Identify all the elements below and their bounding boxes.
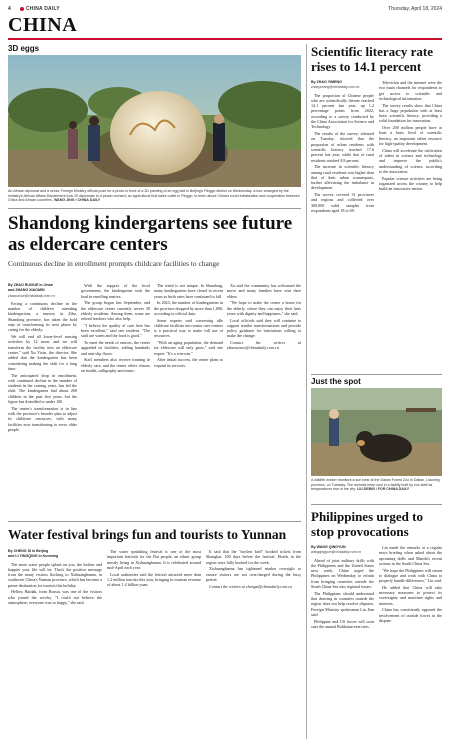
logo-dot-icon bbox=[20, 7, 24, 11]
literacy-email: zhaoyimeng@chinadaily.com.cn bbox=[311, 85, 360, 90]
kindergarten-col-1 bbox=[8, 283, 77, 513]
kindergarten-deck: Continuous decline in enrollment prompts childcare facilities to change bbox=[8, 259, 220, 268]
paragraph: "We hope the Philippines will return to dialogue and work with China to properly handle differences," Lin said. bbox=[379, 567, 442, 584]
paragraph: The survey covered 31 provinces and regions and collected over 300,000 valid samples from respondents aged 18 to 69. bbox=[311, 192, 374, 213]
philippines-email: wangqingyun@chinadaily.com.cn bbox=[311, 550, 362, 555]
paragraph: Popular science activities are being organized across the country to help build an innovative nation. bbox=[379, 175, 442, 192]
sun-bear-caption bbox=[311, 478, 442, 492]
literacy-byline: By ZHAO YIMENG bbox=[311, 80, 342, 84]
sun-bear-photo bbox=[311, 388, 442, 476]
kindergarten-col-3 bbox=[154, 283, 223, 513]
byline-email: zhaoruixue@chinadaily.com.cn bbox=[8, 293, 55, 298]
paragraph: China has consistently opposed the involvement of outside forces in the dispute. bbox=[379, 607, 442, 624]
eggs-caption-text: An African diplomat and a senior Foreign Ministry official pose for a photo in front of a 3D painting of an egg laid in Beijing's Pinggu district on Wednesday. A tour arranged by the ministry's African Affairs Department took 20 diplomats to a peach orchard, an agricultural fruit sales outlet in Pinggu, to learn about China's rural revitalization and cooperation between China and African countries. bbox=[8, 189, 300, 202]
kindergarten-col-2 bbox=[81, 283, 150, 513]
paragraph: The proportion of Chinese people who are scientifically literate reached 14.1 percent last year, up 1.2 percentage points from 2022, according to a survey conducted by the China Association for Science and Technology. bbox=[311, 92, 374, 130]
paragraph: With the support of the local government, the kindergarten took the lead in enrolling seniors. bbox=[81, 283, 150, 299]
photo-kicker-eggs: 3D eggs bbox=[8, 44, 40, 53]
paragraph: To meet the needs of seniors, the center upgraded its facilities, adding handrails and anti-slip floors. bbox=[81, 340, 150, 356]
paragraph: China will accelerate the cultivation of talent in science and technology and improve the public's understanding of science, according to the association. bbox=[379, 147, 442, 174]
paragraph: The more water people splash on you, the luckier and happier your life will be. That's the positive message from the many visitors flocking to Xishuangbanna, in southwest China's Yunnan province, which has become a prime destination for tourists this holiday. bbox=[8, 561, 102, 588]
photo-kicker-sun: Just the spot bbox=[311, 377, 361, 386]
paragraph: We will end all lower-level nursing activities by 12 noon, and we will transform the facility into an eldercare center," said Xu Yixin, the director. She added that the kindergarten has been considering making the shift for a long time. bbox=[8, 334, 77, 371]
issue-date: Thursday, April 18, 2024 bbox=[388, 6, 442, 12]
sun-photo-credit: LIU DEBIN / FOR CHINA DAILY bbox=[356, 487, 410, 491]
paragraph: Contact the writers at zhaoruixue@chinadaily.com.cn bbox=[227, 340, 301, 351]
paragraph: Xishuangbanna has tightened market oversight to ensure visitors are not overcharged during the busy period. bbox=[206, 566, 301, 582]
sun-caption-text: A wildlife worker monitors a sun bear at the Dalian Forest Zoo in Dalian, Liaoning province, on Tuesday. The animals keep cool in a facility built by zoo staff as temperatures rise in the city. bbox=[311, 478, 440, 491]
paragraph: Philippine and US forces will soon start the annual Balikatan exercises. bbox=[311, 618, 374, 629]
philippines-col-2 bbox=[379, 545, 442, 739]
kindergarten-headline: Shandong kindergartens see future as eldercare centers bbox=[8, 213, 293, 255]
paragraph: Local officials said they will continue to support similar transformations and provide policy guidance for institutions willing to make the change. bbox=[227, 317, 301, 339]
eggs-photo-caption bbox=[8, 189, 301, 203]
paragraph: The increase in scientific literacy among rural residents was higher than that of their urban counterparts, further alleviating the imbalance in development. bbox=[311, 164, 374, 191]
water-col-3 bbox=[206, 549, 301, 739]
byline-1: By ZHAO RUIXUE in Jinan bbox=[8, 283, 53, 287]
divider bbox=[311, 504, 442, 505]
divider bbox=[8, 208, 301, 209]
paragraph: The center's transformation is in line with the province's broader plan to adjust its childcare resources, with many facilities now transitioning to serve older people. bbox=[8, 405, 77, 432]
paragraph: The trend is not unique. In Shandong, many kindergartens have closed in recent years as birth rates have continued to fall. bbox=[154, 283, 223, 299]
paragraph: Lin made the remarks at a regular news briefing when asked about the upcoming drills and Manila's recent actions in the South China Sea. bbox=[379, 545, 442, 566]
paragraph: After initial success, the center plans to expand its services. bbox=[154, 357, 223, 368]
paragraph: Facing a continuous decline in the number of children attending kindergartens, a nursery in Zibo, Shandong province, has taken the bold step of transforming its next phase by caring for the elderly. bbox=[8, 300, 77, 333]
top-bar bbox=[8, 4, 442, 14]
divider bbox=[8, 521, 301, 522]
water-byline-1: By CHENG SI in Beijing bbox=[8, 549, 49, 553]
paragraph: The Philippines should understand that drawing in countries outside the region does not help resolve disputes, Foreign Ministry spokesman Lin Jian said. bbox=[311, 590, 374, 617]
philippines-byline: By WANG QINGYUN bbox=[311, 545, 346, 549]
literacy-col-1 bbox=[311, 80, 374, 370]
paragraph: Over 200 million people have at least a basic level of scientific literacy, an important talent resource for high-quality development. bbox=[379, 125, 442, 147]
literacy-headline: Scientific literacy rate rises to 14.1 percent bbox=[311, 44, 433, 74]
publication-name bbox=[20, 6, 60, 12]
divider bbox=[311, 374, 442, 375]
eggs-photo-image bbox=[8, 55, 301, 187]
paragraph: It said that the "earliest bird" booked tickets from Shanghai, 100 days before the festival. Hotels in the region were fully booked for the week. bbox=[206, 549, 301, 565]
column-divider bbox=[306, 44, 307, 739]
paragraph: In 2023, the number of kindergartens in the province dropped by more than 1,000, according to official data. bbox=[154, 300, 223, 316]
publication-label: CHINA DAILY bbox=[26, 6, 60, 12]
water-col-2 bbox=[107, 549, 201, 739]
paragraph: Local authorities said the festival attracted more than 1.2 million tourists this year, bringing in tourism revenue of about 1.4 billion yuan. bbox=[107, 571, 201, 588]
paragraph: The anticipated drop in enrollment, with continued decline in the number of students in the coming years, has led the shift. The kindergarten had about 200 children in the past five years, but the figure has dwindled to under 100. bbox=[8, 372, 77, 405]
philippines-col-1 bbox=[311, 545, 374, 739]
section-rule bbox=[8, 38, 442, 40]
paragraph: "With an aging population, the demand for eldercare will only grow," said one expert. "It's a win-win." bbox=[154, 340, 223, 356]
eggs-photo bbox=[8, 55, 301, 187]
paragraph: The group began last September, and the eldercare center currently serves 30 elderly residents. Among them, some are retired teachers who also help. bbox=[81, 300, 150, 322]
water-festival-headline: Water festival brings fun and tourists to Yunnan bbox=[8, 527, 287, 542]
page-number: 4 bbox=[8, 6, 11, 12]
philippines-headline: Philippines urged to stop provocations bbox=[311, 509, 423, 539]
literacy-col-2 bbox=[379, 80, 442, 370]
water-byline-2: and LI YINGQING in Kunming bbox=[8, 554, 59, 559]
paragraph: The results of the survey, released on Tuesday, showed that the proportion of urban residents with scientific literacy reached 17.6 percent last year, while that of rural residents reached 8.8 percent. bbox=[311, 131, 374, 163]
paragraph: Staff members also receive training in elderly care, and the center offers classes on health, calligraphy and music. bbox=[81, 357, 150, 374]
paragraph: Xu said the community has welcomed the move and many families have sent their elders. bbox=[227, 283, 301, 299]
section-title: CHINA bbox=[8, 14, 78, 36]
paragraph: Ahead of joint military drills with the Philippines and the United States next week, China urged the Philippines on Wednesday to refrain from bringing countries outside the South China Sea into regional issues. bbox=[311, 557, 374, 590]
byline-2: and ZHANG XIAOMIN bbox=[8, 288, 45, 293]
paragraph: Hellow Baidak, from Russia, was one of the visitors who joined the revelry. "I could not believe the atmosphere, everyone was so happy," she said. bbox=[8, 589, 102, 606]
sun-bear-photo-image bbox=[311, 388, 442, 476]
water-col-1 bbox=[8, 549, 102, 739]
paragraph: "We hope to make the center a home for the elderly, where they can enjoy their later years with dignity and happiness," she said. bbox=[227, 300, 301, 316]
paragraph: The water sprinkling festival is one of the most important festivals for the Dai people, an ethnic group mostly living in Xishuangbanna. It is celebrated around mid-April each year. bbox=[107, 549, 201, 570]
paragraph: The survey results show that China has a huge population with at least basic scientific literacy, providing a solid foundation for innovation. bbox=[379, 102, 442, 124]
kindergarten-col-4 bbox=[227, 283, 301, 513]
paragraph: Television and the internet were the two main channels for respondents to get access to scientific and technological information. bbox=[379, 80, 442, 101]
paragraph: "I believe the quality of care here has been excellent," said one resident. "The staff are warm and the food is good." bbox=[81, 322, 150, 339]
eggs-photo-credit: WANG JING / CHINA DAILY bbox=[53, 198, 101, 202]
paragraph: He added that China will take necessary measures to protect its sovereignty and maritime rights and interests. bbox=[379, 584, 442, 606]
paragraph: Contact the writers at chengsi@chinadaily.com.cn bbox=[209, 583, 292, 589]
paragraph: Some experts said converting idle childcare facilities into senior care centers is a practical way to make full use of resources. bbox=[154, 317, 223, 339]
